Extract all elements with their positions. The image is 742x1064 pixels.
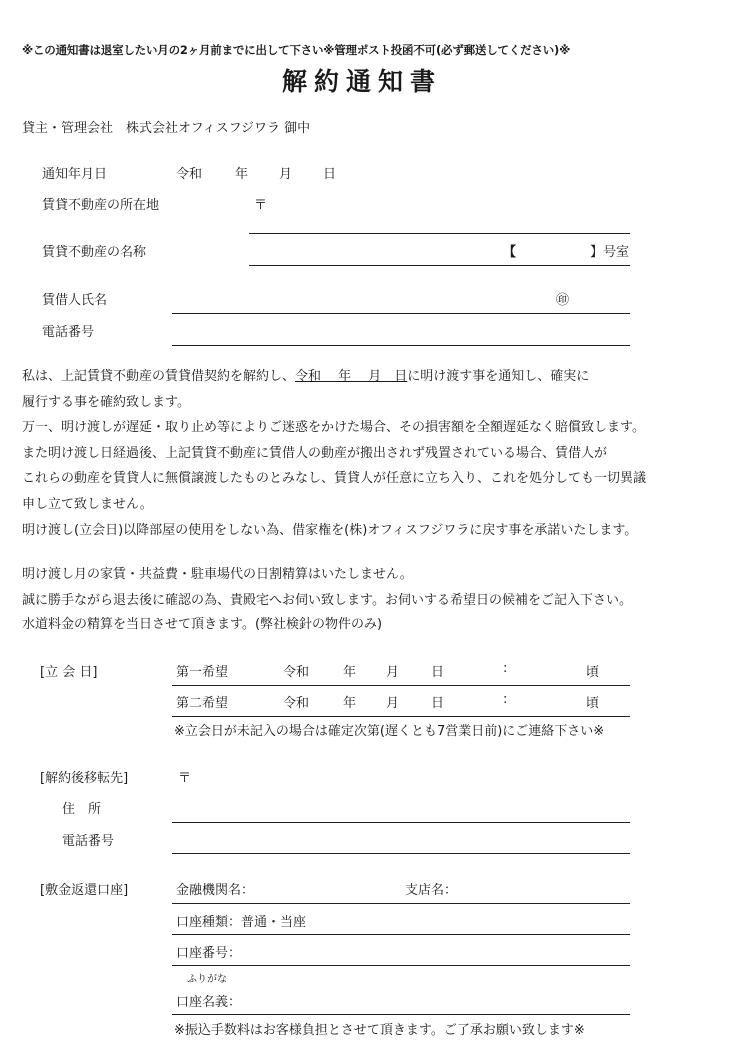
forwarding-address-underline [172, 822, 630, 823]
first-choice-underline [172, 685, 630, 686]
property-name-label: 賃貸不動産の名称 [42, 245, 147, 260]
second-choice-underline [172, 716, 630, 717]
body-line-3: 万一、明け渡しが遅延・取り止め等によりご迷惑をかけた場合、その損害額を全額遅延なく賠償致します。 [22, 420, 645, 435]
first-choice-approx: 頃 [586, 665, 600, 680]
tenant-name-label: 賃借人氏名 [42, 293, 108, 308]
notice-date-day: 日 [323, 167, 337, 182]
account-number-label: 口座番号： [176, 946, 242, 961]
account-name-underline [172, 1014, 630, 1015]
walkthrough-label: [立 会 日] [40, 665, 98, 680]
room-suffix: 】号室 [590, 245, 630, 260]
body-line-2: 履行する事を確約致します。 [22, 395, 190, 410]
body-line-6: 申し立て致しません。 [22, 497, 153, 512]
first-choice-day: 日 [431, 665, 445, 680]
tenant-name-underline [172, 313, 630, 314]
notice-date-era: 令和 [176, 167, 203, 182]
forwarding-phone-label: 電話番号 [62, 834, 115, 849]
forwarding-postal-mark: 〒 [178, 771, 192, 786]
first-choice-colon: : [503, 661, 508, 676]
account-type-underline [172, 934, 630, 935]
furigana-label: ふりがな [187, 974, 227, 985]
second-choice-era: 令和 [283, 696, 310, 711]
account-name-label: 口座名義： [176, 995, 242, 1010]
branch-name-label: 支店名： [405, 883, 458, 898]
bank-underline [172, 903, 630, 904]
addressee: 貸主・管理会社 株式会社オフィスフジワラ 御中 [22, 121, 311, 136]
first-choice-year: 年 [343, 665, 357, 680]
second-choice-label: 第二希望 [176, 696, 229, 711]
transfer-fee-note: ※振込手数料はお客様負担とさせて頂きます。ご了承お願い致します※ [174, 1023, 585, 1038]
body-line-9: 誠に勝手ながら退去後に確認の為、貴殿宅へお伺い致します。お伺いする希望日の候補をご記入下さい。 [22, 593, 632, 608]
document-title: 解約通知書 [282, 67, 443, 96]
second-choice-colon: : [503, 692, 508, 707]
body-line-7: 明け渡し(立会日)以降部屋の使用をしない為、借家権を(株)オフィスフジワラに戻す事を承諾いたします。 [22, 523, 638, 538]
location-underline [249, 233, 630, 234]
postal-mark: 〒 [254, 198, 268, 213]
tenant-phone-label: 電話番号 [42, 325, 95, 340]
second-choice-day: 日 [431, 696, 445, 711]
walkthrough-note: ※立会日が未記入の場合は確定次第(遅くとも7営業日前)にご連絡下さい※ [174, 724, 605, 739]
first-choice-month: 月 [386, 665, 400, 680]
property-location-label: 賃貸不動産の所在地 [42, 198, 160, 213]
body-line-5: これらの動産を賃貸人に無償譲渡したものとみなし、賃貸人が任意に立ち入り、これを処分しても一切異議 [22, 471, 647, 486]
second-choice-year: 年 [343, 696, 357, 711]
submission-notice: ※この通知書は退室したい月の2ヶ月前までに出して下さい※管理ポスト投函不可(必ず郵送してください)※ [22, 43, 571, 57]
forwarding-phone-underline [172, 853, 630, 854]
forwarding-label: [解約後移転先] [40, 771, 129, 786]
second-choice-month: 月 [386, 696, 400, 711]
property-name-underline [249, 265, 630, 266]
notice-date-month: 月 [279, 167, 293, 182]
account-type: 口座種類：普通・当座 [176, 915, 307, 930]
account-number-underline [172, 965, 630, 966]
vacate-date-field: 令和 年 月 日 [295, 369, 408, 384]
notice-date-year: 年 [235, 167, 249, 182]
bank-name-label: 金融機関名： [176, 883, 255, 898]
first-choice-era: 令和 [283, 665, 310, 680]
notice-date-label: 通知年月日 [42, 167, 108, 182]
refund-account-label: [敷金返還口座] [40, 883, 129, 898]
forwarding-address-label: 住 所 [62, 802, 102, 817]
room-bracket-open: 【 [503, 245, 517, 260]
body-line-4: また明け渡し日経過後、上記賃貸不動産に賃借人の動産が搬出されず残置されている場合、賃借人が [22, 446, 608, 461]
seal-mark: ㊞ [556, 293, 570, 308]
second-choice-approx: 頃 [586, 696, 600, 711]
body-line-10: 水道料金の精算を当日させて頂きます。(弊社検針の物件のみ) [22, 617, 383, 632]
tenant-phone-underline [172, 345, 630, 346]
first-choice-label: 第一希望 [176, 665, 229, 680]
body-line-1: 私は、上記賃貸不動産の賃貸借契約を解約し、令和 年 月 日に明け渡す事を通知し、確実に [22, 369, 590, 384]
body-line-8: 明け渡し月の家賃・共益費・駐車場代の日割精算はいたしません。 [22, 567, 413, 582]
